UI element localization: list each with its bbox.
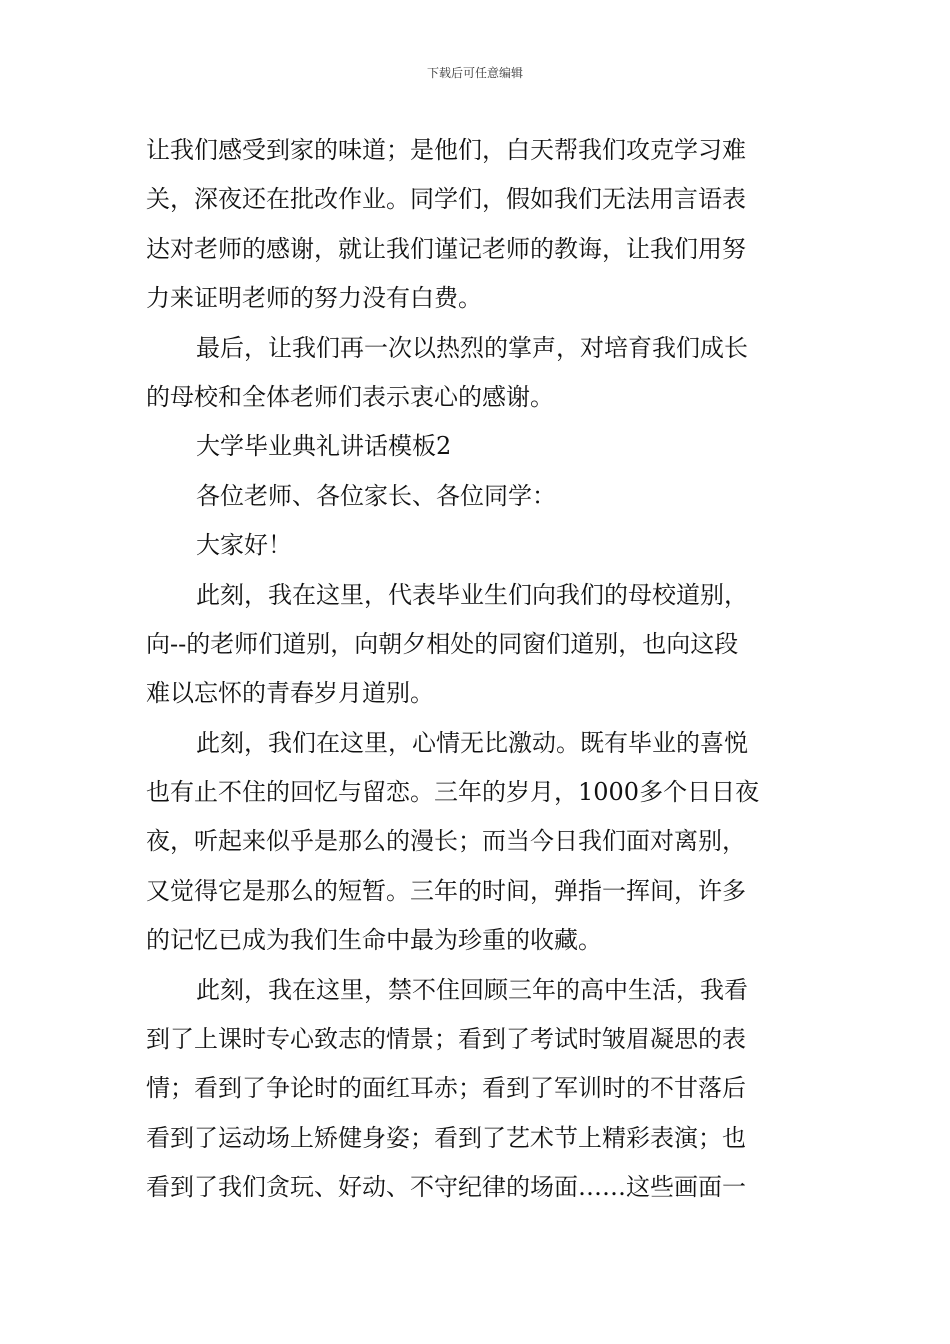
text-line: 看到了运动场上矫健身姿；看到了艺术节上精彩表演；也: [146, 1123, 746, 1152]
text-line: 的记忆已成为我们生命中最为珍重的收藏。: [146, 926, 602, 955]
document-body: [146, 126, 806, 1213]
text-line: 的母校和全体老师们表示衷心的感谢。: [146, 382, 554, 411]
text-line: 又觉得它是那么的短暂。三年的时间，弹指一挥间，许多: [146, 876, 746, 905]
greeting: 大家好！: [196, 531, 292, 560]
paragraph-start-line: 此刻，我在这里，代表毕业生们向我们的母校道别，: [196, 580, 748, 609]
page-header: 下载后可任意编辑: [426, 66, 523, 80]
salutation: 各位老师、各位家长、各位同学：: [196, 481, 556, 510]
text-line: 看到了我们贪玩、好动、不守纪律的场面……这些画面一: [146, 1173, 746, 1202]
paragraph-start-line: 最后，让我们再一次以热烈的掌声，对培育我们成长: [196, 333, 748, 362]
text-line: 到了上课时专心致志的情景；看到了考试时皱眉凝思的表: [146, 1025, 746, 1054]
text-line: 向--的老师们道别，向朝夕相处的同窗们道别，也向这段: [146, 629, 739, 658]
section-title: 大学毕业典礼讲话模板2: [196, 432, 452, 461]
paragraph-start-line: 此刻，我们在这里，心情无比激动。既有毕业的喜悦: [196, 728, 748, 757]
text-line: 难以忘怀的青春岁月道别。: [146, 679, 434, 708]
paragraph-start-line: 此刻，我在这里，禁不住回顾三年的高中生活，我看: [196, 975, 748, 1004]
text-line: 关，深夜还在批改作业。同学们，假如我们无法用言语表: [146, 185, 746, 214]
text-line: 夜，听起来似乎是那么的漫长；而当今日我们面对离别，: [146, 827, 746, 856]
text-line: 也有止不住的回忆与留恋。三年的岁月，1000多个日日夜: [146, 778, 760, 807]
text-line: 让我们感受到家的味道；是他们，白天帮我们攻克学习难: [146, 136, 746, 164]
text-line: 情；看到了争论时的面红耳赤；看到了军训时的不甘落后: [146, 1074, 746, 1103]
text-line: 力来证明老师的努力没有白费。: [146, 284, 482, 313]
text-line: 达对老师的感谢，就让我们谨记老师的教诲，让我们用努: [146, 234, 746, 263]
